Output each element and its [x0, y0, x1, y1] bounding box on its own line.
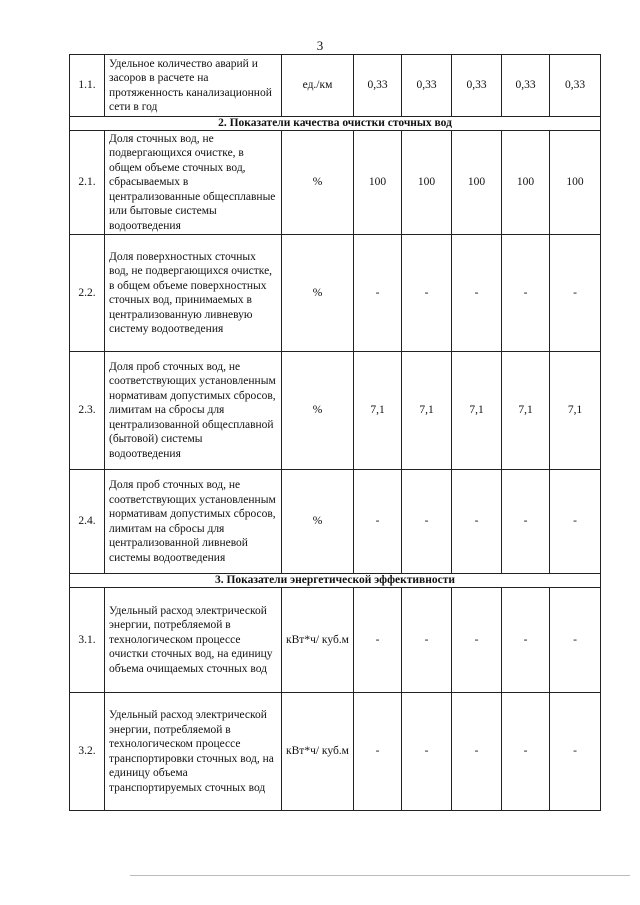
value-cell: - — [502, 470, 550, 574]
value-cell: 7,1 — [402, 352, 452, 470]
value-cell: - — [502, 235, 550, 352]
value-cell: 0,33 — [452, 55, 502, 117]
section-title: 2. Показатели качества очистки сточных вод — [70, 117, 601, 131]
value-cell: 7,1 — [502, 352, 550, 470]
value-cell: 0,33 — [402, 55, 452, 117]
indicator-name: Доля сточных вод, не подвергающихся очистке, в общем объеме сточных вод, сбрасываемых в централизованные общесплавные или бытовые системы водоотведения — [105, 131, 282, 235]
table-row — [70, 352, 601, 470]
row-number: 3.2. — [70, 693, 105, 811]
value-cell: - — [354, 235, 402, 352]
value-cell: - — [550, 693, 601, 811]
unit-cell: кВт*ч/ куб.м — [282, 588, 354, 693]
unit-cell: кВт*ч/ куб.м — [282, 693, 354, 811]
table-row — [70, 693, 601, 811]
unit-cell: % — [282, 352, 354, 470]
section-title: 3. Показатели энергетической эффективности — [70, 574, 601, 588]
table-row — [70, 131, 601, 235]
indicator-name: Удельный расход электрической энергии, потребляемой в технологическом процессе очистки сточных вод, на единицу объема очищаемых сточных вод — [105, 588, 282, 693]
row-number: 2.4. — [70, 470, 105, 574]
value-cell: - — [354, 693, 402, 811]
unit-cell: % — [282, 470, 354, 574]
value-cell: - — [452, 693, 502, 811]
indicator-name: Доля поверхностных сточных вод, не подвергающихся очистке, в общем объеме поверхностных сточных вод, принимаемых в централизованную ливневую систему водоотведения — [105, 235, 282, 352]
page-number: 3 — [316, 38, 324, 53]
value-cell: - — [402, 470, 452, 574]
value-cell: - — [354, 470, 402, 574]
row-number: 1.1. — [70, 55, 105, 117]
value-cell: - — [402, 235, 452, 352]
row-number: 3.1. — [70, 588, 105, 693]
scan-edge-line — [130, 875, 630, 876]
indicator-name: Доля проб сточных вод, не соответствующих установленным нормативам допустимых сбросов, лимитам на сбросы для централизованной ливневой системы водоотведения — [105, 470, 282, 574]
value-cell: 100 — [354, 131, 402, 235]
table-row — [70, 235, 601, 352]
row-number: 2.1. — [70, 131, 105, 235]
table-row — [70, 588, 601, 693]
value-cell: 7,1 — [452, 352, 502, 470]
section-header — [70, 117, 601, 131]
section-header — [70, 574, 601, 588]
row-number: 2.2. — [70, 235, 105, 352]
value-cell: 7,1 — [550, 352, 601, 470]
value-cell: - — [550, 470, 601, 574]
value-cell: 0,33 — [354, 55, 402, 117]
value-cell: - — [452, 588, 502, 693]
value-cell: 100 — [452, 131, 502, 235]
value-cell: - — [550, 588, 601, 693]
indicators-table — [69, 54, 601, 811]
indicator-name: Доля проб сточных вод, не соответствующих установленным нормативам допустимых сбросов, лимитам на сбросы для централизованной общесплавной (бытовой) системы водоотведения — [105, 352, 282, 470]
value-cell: 0,33 — [502, 55, 550, 117]
value-cell: - — [452, 235, 502, 352]
table-row — [70, 470, 601, 574]
value-cell: - — [550, 235, 601, 352]
value-cell: - — [402, 693, 452, 811]
value-cell: 100 — [402, 131, 452, 235]
unit-cell: % — [282, 235, 354, 352]
value-cell: 7,1 — [354, 352, 402, 470]
value-cell: 100 — [550, 131, 601, 235]
unit-cell: ед./км — [282, 55, 354, 117]
value-cell: 100 — [502, 131, 550, 235]
row-number: 2.3. — [70, 352, 105, 470]
value-cell: - — [402, 588, 452, 693]
value-cell: 0,33 — [550, 55, 601, 117]
table-row — [70, 55, 601, 117]
indicator-name: Удельный расход электрической энергии, потребляемой в технологическом процессе транспортировки сточных вод, на единицу объема транспортируемых сточных вод — [105, 693, 282, 811]
value-cell: - — [452, 470, 502, 574]
value-cell: - — [502, 693, 550, 811]
value-cell: - — [502, 588, 550, 693]
indicator-name: Удельное количество аварий и засоров в расчете на протяженность канализационной сети в год — [105, 55, 282, 117]
value-cell: - — [354, 588, 402, 693]
unit-cell: % — [282, 131, 354, 235]
